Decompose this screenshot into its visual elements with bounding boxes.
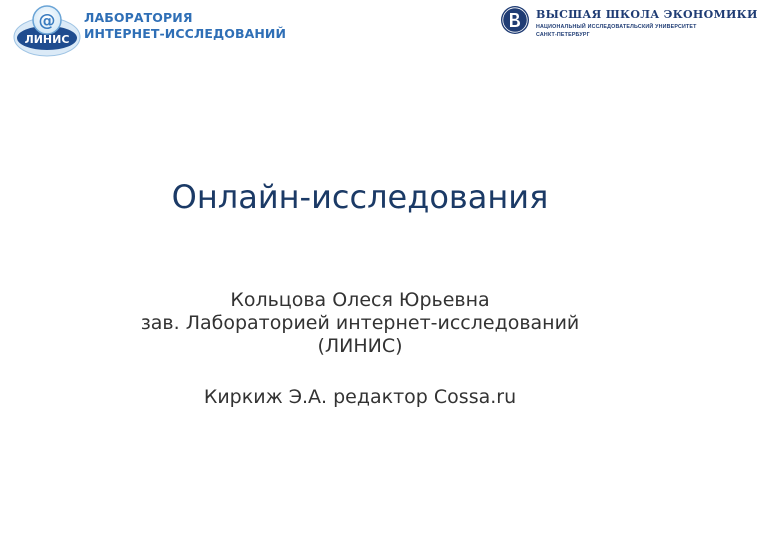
slide-title: Онлайн-исследования <box>171 178 549 216</box>
author1-role: зав. Лабораторией интернет-исследований <box>140 312 580 334</box>
author2-line: Киркиж Э.А. редактор Cossa.ru <box>203 386 517 408</box>
hse-logo <box>500 4 758 44</box>
hse-emblem-icon <box>500 5 530 35</box>
linis-line1: ЛАБОРАТОРИЯ <box>84 10 193 25</box>
hse-line3: САНКТ-ПЕТЕРБУРГ <box>536 32 590 38</box>
linis-logo <box>12 2 312 58</box>
linis-emblem-icon <box>12 2 82 58</box>
linis-line2: ИНТЕРНЕТ-ИССЛЕДОВАНИЙ <box>84 26 287 41</box>
author1-org: (ЛИНИС) <box>317 335 403 357</box>
author1-name: Кольцова Олеся Юрьевна <box>230 289 490 311</box>
author1-block <box>0 289 720 358</box>
linis-emblem-text: ЛИНИС <box>24 33 70 46</box>
hse-line1: ВЫСШАЯ ШКОЛА ЭКОНОМИКИ <box>536 8 758 21</box>
linis-text <box>84 10 286 42</box>
linis-at-symbol: @ <box>38 11 56 31</box>
hse-line2: НАЦИОНАЛЬНЫЙ ИССЛЕДОВАТЕЛЬСКИЙ УНИВЕРСИТЕТ <box>536 24 697 30</box>
